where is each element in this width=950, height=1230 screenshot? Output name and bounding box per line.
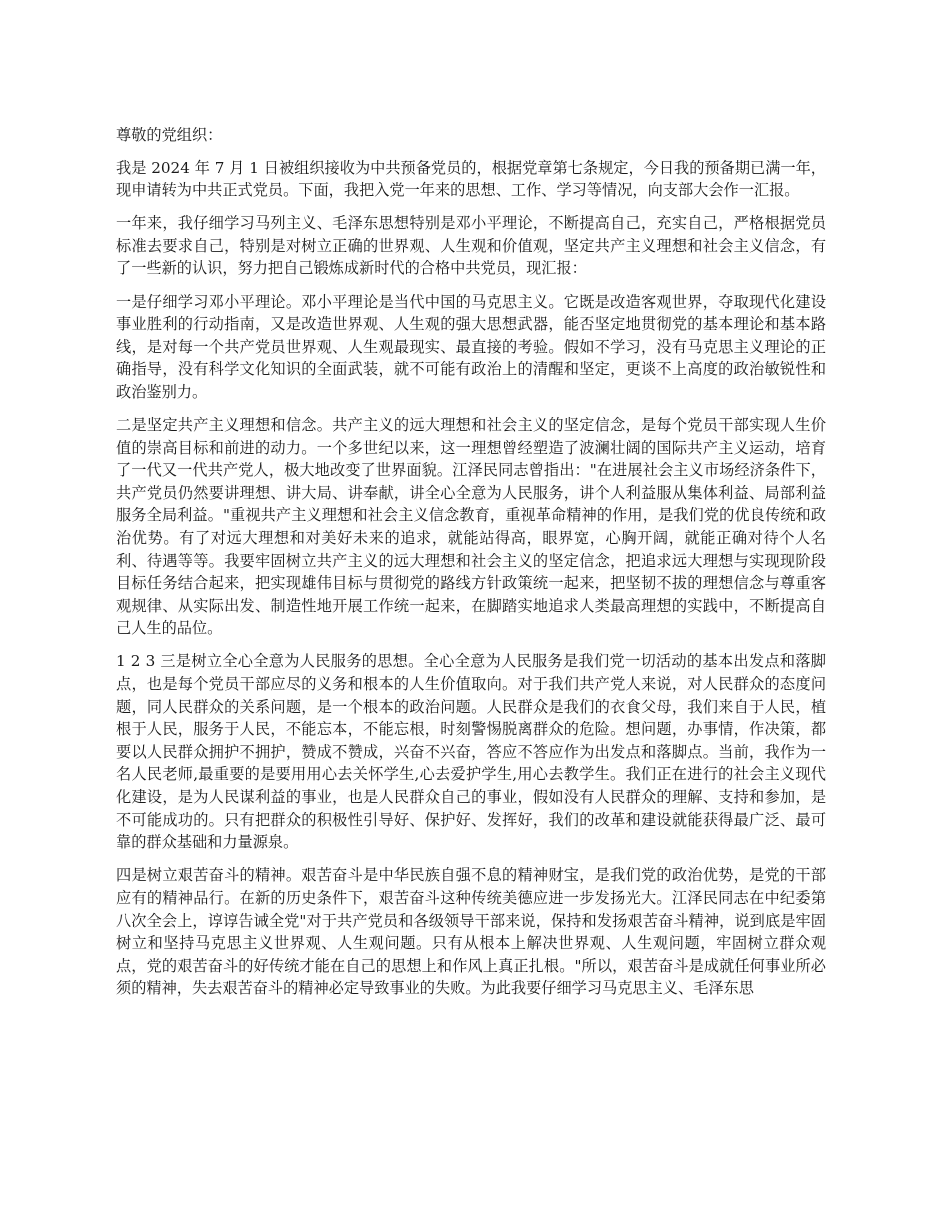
document-page: [116, 124, 826, 1010]
paragraph-point-2-ideals: 二是坚定共产主义理想和信念。共产主义的远大理想和社会主义的坚定信念，是每个党员干部实现人生价值的崇高目标和前进的动力。一个多世纪以来，这一理想曾经塑造了波澜壮阔的国际共产主义运动，培育了一代又一代共产党人，极大地改变了世界面貌。江泽民同志曾指出："在进展社会主义市场经济条件下，共产党员仍然要讲理想、讲大局、讲奉献，讲全心全意为人民服务，讲个人利益服从集体利益、局部利益服务全局利益。"重视共产主义理想和社会主义信念教育，重视革命精神的作用，是我们党的优良传统和政治优势。有了对远大理想和对美好未来的追求，就能站得高，眼界宽，心胸开阔，就能正确对待个人名利、待遇等等。我要牢固树立共产主义的远大理想和社会主义的坚定信念，把追求远大理想与实现现阶段目标任务结合起来，把实现雄伟目标与贯彻党的路线方针政策统一起来，把坚韧不拔的理想信念与尊重客观规律、从实际出发、制造性地开展工作统一起来，在脚踏实地追求人类最高理想的实践中，不断提高自己人生的品位。: [116, 416, 826, 638]
paragraph-point-4-hard-work: 四是树立艰苦奋斗的精神。艰苦奋斗是中华民族自强不息的精神财宝，是我们党的政治优势，是党的干部应有的精神品行。在新的历史条件下，艰苦奋斗这种传统美德应进一步发扬光大。江泽民同志在中纪委第八次全会上，谆谆告诫全党"对于共产党员和各级领导干部来说，保持和发扬艰苦奋斗精神，说到底是牢固树立和坚持马克思主义世界观、人生观问题。只有从根本上解决世界观、人生观问题，牢固树立群众观点，党的艰苦奋斗的好传统才能在自己的思想上和作风上真正扎根。"所以，艰苦奋斗是成就任何事业所必须的精神，失去艰苦奋斗的精神必定导致事业的失败。为此我要仔细学习马克思主义、毛泽东思: [116, 866, 826, 998]
paragraph-overview: 一年来，我仔细学习马列主义、毛泽东思想特别是邓小平理论，不断提高自己，充实自己，严格根据党员标准去要求自己，特别是对树立正确的世界观、人生观和价值观，坚定共产主义理想和社会主义信念，有了一些新的认识，努力把自己锻炼成新时代的合格中共党员，现汇报：: [116, 214, 826, 278]
paragraph-intro: 我是 2024 年 7 月 1 日被组织接收为中共预备党员的，根据党章第七条规定，今日我的预备期已满一年，现申请转为中共正式党员。下面，我把入党一年来的思想、工作、学习等情况，向支部大会作一汇报。: [116, 158, 826, 200]
paragraph-point-1-theory: 一是仔细学习邓小平理论。邓小平理论是当代中国的马克思主义。它既是改造客观世界，夺取现代化建设事业胜利的行动指南，又是改造世界观、人生观的强大思想武器，能否坚定地贯彻党的基本理论和基本路线，是对每一个共产党员世界观、人生观最现实、最直接的考验。假如不学习，没有马克思主义理论的正确指导，没有科学文化知识的全面武装，就不可能有政治上的清醒和坚定，更谈不上高度的政治敏锐性和政治鉴别力。: [116, 292, 826, 401]
salutation: 尊敬的党组织：: [116, 126, 223, 144]
paragraph-point-3-service: 1 2 3 三是树立全心全意为人民服务的思想。全心全意为人民服务是我们党一切活动的基本出发点和落脚点，也是每个党员干部应尽的义务和根本的人生价值取向。对于我们共产党人来说，对人民群众的态度问题，同人民群众的关系问题，是一个根本的政治问题。人民群众是我们的衣食父母，我们来自于人民，植根于人民，服务于人民，不能忘本，不能忘根，时刻警惕脱离群众的危险。想问题，办事情，作决策，都要以人民群众拥护不拥护，赞成不赞成，兴奋不兴奋，答应不答应作为出发点和落脚点。当前，我作为一名人民老师,最重要的是要用用心去关怀学生,心去爱护学生,用心去教学生。我们正在进行的社会主义现代化建设，是为人民谋利益的事业，也是人民群众自己的事业，假如没有人民群众的理解、支持和参加，是不可能成功的。只有把群众的积极性引导好、保护好、发挥好，我们的改革和建设就能获得最广泛、最可靠的群众基础和力量源泉。: [116, 652, 826, 852]
